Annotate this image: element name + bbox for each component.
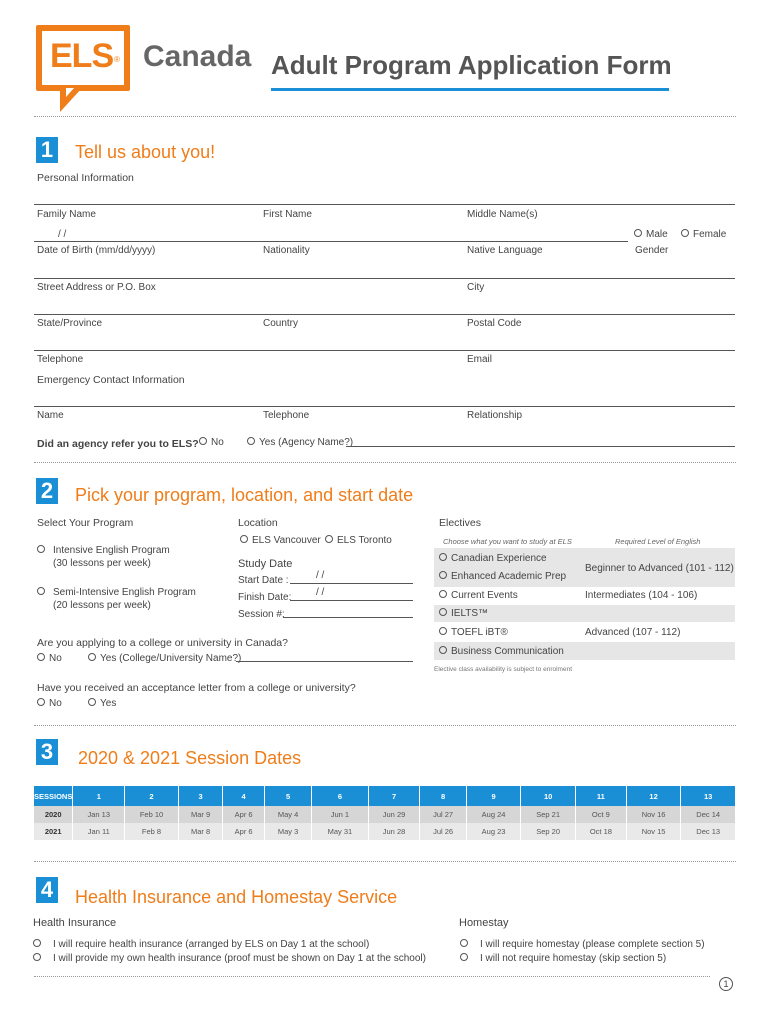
postal-label: Postal Code [467, 318, 522, 329]
finish-date-input[interactable] [290, 600, 413, 601]
elective-canadian-radio[interactable] [439, 553, 447, 561]
table-cell: Apr 6 [223, 823, 265, 840]
table-header-cell: 13 [681, 786, 736, 806]
acceptance-yes-label: Yes [100, 698, 117, 709]
table-header-cell: 11 [575, 786, 626, 806]
female-option[interactable] [681, 229, 726, 240]
elective-eap-label: Enhanced Academic Prep [451, 571, 567, 582]
native-language-label: Native Language [467, 245, 543, 256]
elective-eap-radio[interactable] [439, 571, 447, 579]
table-cell: Jan 11 [73, 823, 125, 840]
health-insurance-heading: Health Insurance [33, 917, 117, 929]
table-header-cell: SESSIONS [34, 786, 73, 806]
title-underline [271, 88, 669, 91]
electives-heading: Electives [439, 517, 482, 529]
divider [34, 116, 736, 117]
section-1-title: Tell us about you! [75, 142, 216, 162]
table-cell: Jul 26 [420, 823, 466, 840]
table-cell: Nov 16 [626, 806, 681, 823]
elective-current-events-label: Current Events [451, 590, 518, 601]
finish-date-slashes: / / [316, 587, 325, 598]
agency-yes-option[interactable] [247, 437, 353, 448]
table-header-cell: 5 [265, 786, 312, 806]
table-cell: Aug 23 [466, 823, 521, 840]
divider [34, 725, 736, 726]
country-label: Country [263, 318, 299, 329]
homestay-require-label: I will require homestay (please complete section 5) [480, 939, 705, 950]
table-cell: Oct 18 [575, 823, 626, 840]
table-year-cell: 2020 [34, 806, 73, 823]
table-header-cell: 10 [521, 786, 576, 806]
program-semi-option[interactable] [37, 587, 49, 598]
table-header-cell: 8 [420, 786, 466, 806]
loc-vancouver-option[interactable] [240, 535, 321, 546]
elective-toefl-option[interactable] [439, 627, 508, 638]
table-header-cell: 1 [73, 786, 125, 806]
program-intensive-option[interactable] [37, 545, 49, 556]
acceptance-question: Have you received an acceptance letter from a college or university? [37, 682, 356, 694]
table-cell: May 3 [265, 823, 312, 840]
section-2-number: 2 [36, 478, 58, 504]
telephone-label: Telephone [37, 354, 84, 365]
loc-toronto-label: ELS Toronto [337, 535, 392, 546]
table-cell: Sep 20 [521, 823, 576, 840]
health-require-radio[interactable] [33, 939, 41, 947]
elective-business-label: Business Communication [451, 646, 564, 657]
name-line[interactable] [34, 204, 735, 205]
homestay-require-option[interactable] [460, 939, 472, 950]
table-cell: Sep 21 [521, 806, 576, 823]
table-row-2020 [34, 806, 736, 823]
state-line[interactable] [34, 314, 735, 315]
dob-slashes: / / [58, 229, 67, 240]
dob-line[interactable] [34, 241, 628, 242]
page-title: Adult Program Application Form [271, 50, 672, 80]
logo-reg: ® [114, 55, 120, 64]
loc-vancouver-radio[interactable] [240, 535, 248, 543]
elective-canadian-option[interactable] [439, 553, 547, 564]
logo-speech-tail [60, 88, 86, 114]
table-cell: Jun 29 [368, 806, 420, 823]
table-row-2021 [34, 823, 736, 840]
elective-ielts-option[interactable] [439, 608, 488, 619]
section-2-title: Pick your program, location, and start date [75, 485, 414, 505]
session-dates-table [34, 786, 736, 840]
elective-business-radio[interactable] [439, 646, 447, 654]
table-cell: Feb 10 [125, 806, 179, 823]
street-label: Street Address or P.O. Box [37, 282, 156, 293]
level-intermediates: Intermediates (104 - 106) [585, 590, 698, 601]
session-input[interactable] [283, 617, 413, 618]
session-label: Session #: [238, 609, 285, 620]
els-logo [36, 25, 130, 91]
logo-text: ELS [50, 37, 114, 75]
table-header-row [34, 786, 736, 806]
health-own-radio[interactable] [33, 953, 41, 961]
acceptance-yes-option[interactable] [88, 698, 116, 709]
program-intensive-label: Intensive English Program [53, 545, 170, 556]
table-cell: Mar 9 [178, 806, 222, 823]
homestay-heading: Homestay [459, 917, 509, 929]
program-semi-radio[interactable] [37, 587, 45, 595]
health-require-option[interactable] [33, 939, 45, 950]
select-program-heading: Select Your Program [37, 517, 134, 529]
table-year-cell: 2021 [34, 823, 73, 840]
table-header-cell: 4 [223, 786, 265, 806]
table-cell: Oct 9 [575, 806, 626, 823]
homestay-not-label: I will not require homestay (skip section 5) [480, 953, 667, 964]
elective-toefl-radio[interactable] [439, 627, 447, 635]
email-label: Email [467, 354, 493, 365]
table-cell: Jun 1 [312, 806, 368, 823]
study-date-heading: Study Date [238, 558, 293, 570]
page-number-text: 1 [723, 979, 729, 989]
page-number [719, 977, 733, 991]
table-header-cell: 12 [626, 786, 681, 806]
table-header-cell: 3 [178, 786, 222, 806]
relationship-label: Relationship [467, 410, 523, 421]
acceptance-no-option[interactable] [37, 698, 62, 709]
personal-info-heading: Personal Information [37, 172, 134, 184]
college-no-radio[interactable] [37, 653, 45, 661]
loc-toronto-option[interactable] [325, 535, 392, 546]
program-intensive-radio[interactable] [37, 545, 45, 553]
family-name-label: Family Name [37, 209, 96, 220]
telephone-line[interactable] [34, 350, 735, 351]
table-cell: May 4 [265, 806, 312, 823]
college-yes-option[interactable] [88, 653, 241, 664]
finish-date-label: Finish Date: [238, 592, 292, 603]
female-radio[interactable] [681, 229, 689, 237]
emergency-heading: Emergency Contact Information [37, 374, 185, 386]
start-date-input[interactable] [290, 583, 413, 584]
elective-ielts-label: IELTS™ [451, 608, 489, 619]
city-label: City [467, 282, 485, 293]
start-date-slashes: / / [316, 570, 325, 581]
elective-current-events-radio[interactable] [439, 590, 447, 598]
address-line[interactable] [34, 278, 735, 279]
female-label: Female [693, 229, 727, 240]
em-name-label: Name [37, 410, 64, 421]
table-header-cell: 9 [466, 786, 521, 806]
acceptance-no-radio[interactable] [37, 698, 45, 706]
agency-yes-label: Yes (Agency Name?) [259, 437, 354, 448]
table-cell: May 31 [312, 823, 368, 840]
start-date-label: Start Date : [238, 575, 289, 586]
loc-vancouver-label: ELS Vancouver [252, 535, 321, 546]
level-advanced: Advanced (107 - 112) [585, 627, 681, 638]
table-header-cell: 2 [125, 786, 179, 806]
required-level-note: Required Level of English [615, 537, 701, 546]
divider [34, 462, 736, 463]
nationality-label: Nationality [263, 245, 310, 256]
dob-label: Date of Birth (mm/dd/yyyy) [37, 245, 156, 256]
section-4-number: 4 [36, 877, 58, 903]
location-heading: Location [238, 517, 278, 529]
health-own-option[interactable] [33, 953, 45, 964]
table-cell: Aug 24 [466, 806, 521, 823]
health-require-label: I will require health insurance (arranged by ELS on Day 1 at the school) [53, 939, 370, 950]
program-intensive-sub: (30 lessons per week) [53, 558, 151, 569]
table-cell: Mar 8 [178, 823, 222, 840]
college-question: Are you applying to a college or university in Canada? [37, 637, 288, 649]
loc-toronto-radio[interactable] [325, 535, 333, 543]
table-cell: Jul 27 [420, 806, 466, 823]
elective-ielts-radio[interactable] [439, 608, 447, 616]
male-option[interactable] [634, 229, 668, 240]
agency-no-radio[interactable] [199, 437, 207, 445]
table-cell: Dec 14 [681, 806, 736, 823]
health-own-label: I will provide my own health insurance (proof must be shown on Day 1 at the school) [53, 953, 426, 964]
program-semi-label: Semi-Intensive English Program [53, 587, 196, 598]
choose-note: Choose what you want to study at ELS [443, 537, 572, 546]
table-cell: Apr 6 [223, 806, 265, 823]
acceptance-yes-radio[interactable] [88, 698, 96, 706]
agency-question: Did an agency refer you to ELS? [37, 438, 199, 450]
section-3-title: 2020 & 2021 Session Dates [78, 748, 302, 768]
elective-business-option[interactable] [439, 646, 564, 657]
emergency-line[interactable] [34, 406, 735, 407]
agency-no-option[interactable] [199, 437, 224, 448]
gender-label: Gender [635, 245, 669, 256]
homestay-require-radio[interactable] [460, 939, 468, 947]
elective-eap-option[interactable] [439, 571, 566, 582]
section-4-title: Health Insurance and Homestay Service [75, 887, 398, 907]
college-no-option[interactable] [37, 653, 62, 664]
level-beginner-advanced: Beginner to Advanced (101 - 112) [585, 563, 734, 574]
divider [34, 861, 736, 862]
acceptance-no-label: No [49, 698, 62, 709]
agency-no-label: No [211, 437, 224, 448]
section-3-number: 3 [36, 739, 58, 765]
agency-name-line[interactable] [346, 446, 735, 447]
college-yes-radio[interactable] [88, 653, 96, 661]
college-name-line[interactable] [236, 661, 413, 662]
college-yes-label: Yes (College/University Name?) [100, 653, 242, 664]
table-cell: Dec 13 [681, 823, 736, 840]
state-label: State/Province [37, 318, 103, 329]
elective-toefl-label: TOEFL iBT® [451, 627, 508, 638]
table-header-cell: 6 [312, 786, 368, 806]
elective-availability-note: Elective class availability is subject to enrolment [434, 666, 573, 673]
first-name-label: First Name [263, 209, 312, 220]
section-1-number: 1 [36, 137, 58, 163]
elective-canadian-label: Canadian Experience [451, 553, 547, 564]
middle-names-label: Middle Name(s) [467, 209, 538, 220]
elective-current-events-option[interactable] [439, 590, 518, 601]
brand-canada: Canada [143, 40, 252, 73]
em-telephone-label: Telephone [263, 410, 310, 421]
male-label: Male [646, 229, 668, 240]
table-cell: Jun 28 [368, 823, 420, 840]
agency-yes-radio[interactable] [247, 437, 255, 445]
table-cell: Nov 15 [626, 823, 681, 840]
table-header-cell: 7 [368, 786, 420, 806]
homestay-not-radio[interactable] [460, 953, 468, 961]
table-cell: Jan 13 [73, 806, 125, 823]
divider [34, 976, 710, 977]
male-radio[interactable] [634, 229, 642, 237]
college-no-label: No [49, 653, 62, 664]
table-cell: Feb 8 [125, 823, 179, 840]
program-semi-sub: (20 lessons per week) [53, 600, 151, 611]
homestay-not-option[interactable] [460, 953, 472, 964]
